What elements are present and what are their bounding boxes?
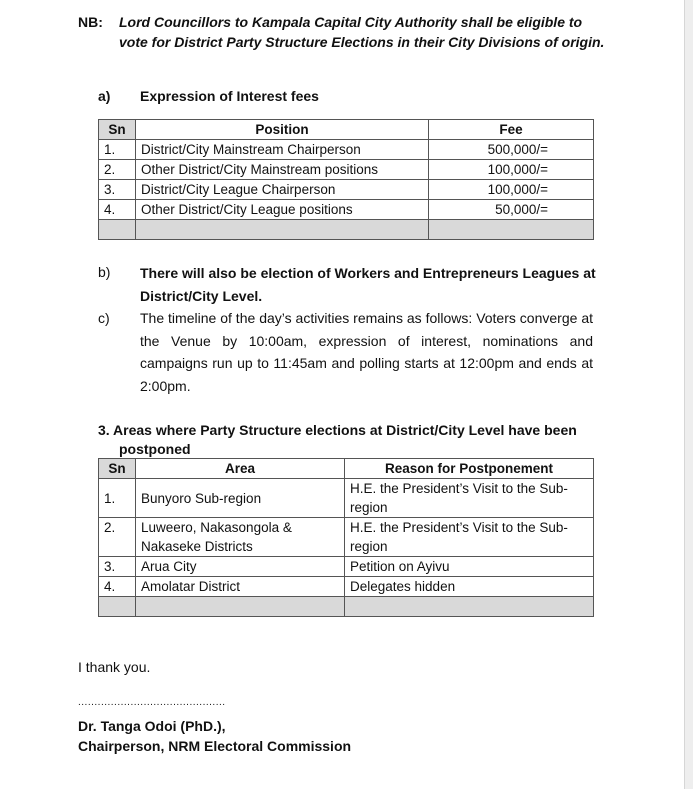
table-row <box>99 557 594 577</box>
section-3-line2: postponed <box>119 441 191 457</box>
fee-position: District/City Mainstream Chairperson <box>136 140 429 160</box>
postponed-sn: 1. <box>99 479 136 518</box>
table-row <box>99 200 594 220</box>
section-b-marker: b) <box>98 264 111 280</box>
section-a-title: Expression of Interest fees <box>140 88 319 104</box>
fee-sn: 3. <box>99 180 136 200</box>
table-row <box>99 140 594 160</box>
postponed-header-reason: Reason for Postponement <box>345 459 594 479</box>
postponed-table-header <box>99 459 594 479</box>
fees-header-fee: Fee <box>429 120 594 140</box>
section-3-line1: 3. Areas where Party Structure elections at District/City Level have been <box>98 422 577 438</box>
postponed-table <box>98 458 594 617</box>
postponed-area: Arua City <box>136 557 345 577</box>
postponed-area: Bunyoro Sub-region <box>136 479 345 518</box>
postponed-reason: H.E. the President’s Visit to the Sub-region <box>345 518 594 557</box>
empty-cell <box>136 597 345 617</box>
fee-amount: 100,000/= <box>429 160 594 180</box>
postponed-header-area: Area <box>136 459 345 479</box>
fee-amount: 50,000/= <box>429 200 594 220</box>
fee-position: Other District/City Mainstream positions <box>136 160 429 180</box>
postponed-area: Luweero, Nakasongola & Nakaseke Districts <box>136 518 345 557</box>
postponed-sn: 3. <box>99 557 136 577</box>
closing-thanks: I thank you. <box>78 659 151 675</box>
postponed-sn: 4. <box>99 577 136 597</box>
fees-header-sn: Sn <box>99 120 136 140</box>
fees-header-position: Position <box>136 120 429 140</box>
section-b-line1: There will also be election of Workers and Entrepreneurs Leagues at <box>140 265 596 281</box>
fee-amount: 500,000/= <box>429 140 594 160</box>
page-edge <box>684 0 693 789</box>
table-row <box>99 479 594 518</box>
table-row <box>99 160 594 180</box>
postponed-area: Amolatar District <box>136 577 345 597</box>
postponed-reason: Delegates hidden <box>345 577 594 597</box>
table-empty-row <box>99 597 594 617</box>
empty-cell <box>99 597 136 617</box>
postponed-sn: 2. <box>99 518 136 557</box>
section-b-line2: District/City Level. <box>140 288 263 304</box>
table-row <box>99 180 594 200</box>
table-empty-row <box>99 220 594 240</box>
fee-sn: 1. <box>99 140 136 160</box>
fee-sn: 2. <box>99 160 136 180</box>
table-row <box>99 518 594 557</box>
section-c-marker: c) <box>98 310 110 326</box>
empty-cell <box>136 220 429 240</box>
signatory-name: Dr. Tanga Odoi (PhD.), <box>78 718 226 734</box>
nb-text: Lord Councillors to Kampala Capital City Authority shall be eligible to vote for District Party Structure Elections in their City Divisions of origin. <box>119 14 605 50</box>
fees-table <box>98 119 594 240</box>
empty-cell <box>345 597 594 617</box>
fee-position: Other District/City League positions <box>136 200 429 220</box>
section-a-marker: a) <box>98 88 111 104</box>
fee-amount: 100,000/= <box>429 180 594 200</box>
fee-sn: 4. <box>99 200 136 220</box>
signatory-title: Chairperson, NRM Electoral Commission <box>78 738 352 754</box>
fees-table-header <box>99 120 594 140</box>
postponed-reason: Petition on Ayivu <box>345 557 594 577</box>
table-row <box>99 577 594 597</box>
empty-cell <box>429 220 594 240</box>
section-c-text: The timeline of the day’s activities remains as follows: Voters converge at the Venue by 10:00am, expression of interest, nominations and campaigns run up to 11:45am and polling starts at 12:00pm and ends at 2:00pm. <box>140 310 593 394</box>
fee-position: District/City League Chairperson <box>136 180 429 200</box>
postponed-reason: H.E. the President’s Visit to the Sub-region <box>345 479 594 518</box>
postponed-header-sn: Sn <box>99 459 136 479</box>
empty-cell <box>99 220 136 240</box>
signature-line: ............................................. <box>78 697 226 708</box>
nb-label: NB: <box>78 14 103 30</box>
